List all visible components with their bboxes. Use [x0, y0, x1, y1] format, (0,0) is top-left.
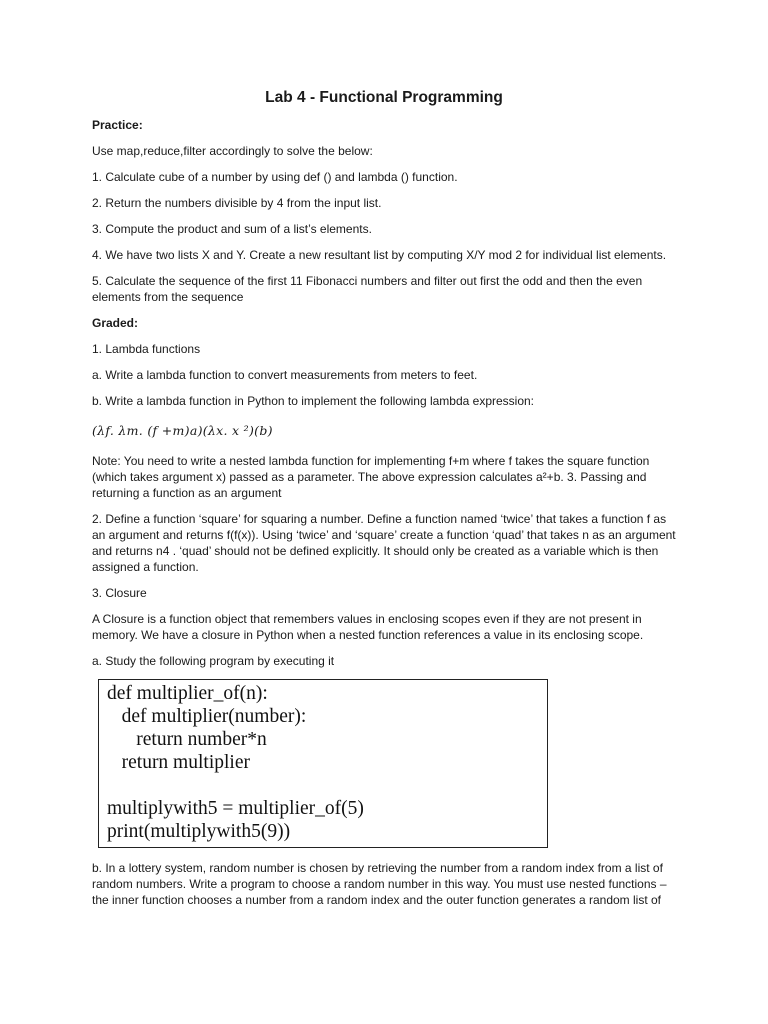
code-line: def multiplier(number):: [107, 706, 307, 727]
q3b-text: b. In a lottery system, random number is chosen by retrieving the number from a random index from a list of random numbers. Write a program to choose a random number in this way. You must use nested functions – the inner function chooses a number from a random index and the outer function generates a random list of: [92, 861, 667, 907]
q1a-text: a. Write a lambda function to convert measurements from meters to feet.: [92, 368, 478, 382]
practice-item: 3. Compute the product and sum of a list’s elements.: [92, 222, 372, 236]
lambda-expression: (λf. λm. (f +m)a)(λx. x ²)(b): [92, 423, 273, 438]
practice-item: 2. Return the numbers divisible by 4 from the input list.: [92, 196, 382, 210]
code-line: def multiplier_of(n):: [107, 683, 268, 704]
practice-item: 1. Calculate cube of a number by using def () and lambda () function.: [92, 170, 458, 184]
document-body: [92, 117, 682, 918]
practice-heading: Practice:: [92, 118, 143, 132]
note-text: Note: You need to write a nested lambda function for implementing f+m where f takes the square function (which takes argument x) passed as a parameter. The above expression calculates a²+b. 3. Passing and returning a function as an argument: [92, 454, 650, 500]
graded-heading: Graded:: [92, 316, 139, 330]
q2-text: 2. Define a function ‘square’ for squaring a number. Define a function named ‘twice’ that takes a function f as an argument and returns f(f(x)). Using ‘twice’ and ‘square’ create a function ‘quad’ that takes n as an argument and returns n4 . ‘quad’ should not be defined explicitly. It should only be created as a variable which is then assigned a function.: [92, 512, 676, 574]
code-line: return number*n: [107, 729, 267, 750]
practice-item: 4. We have two lists X and Y. Create a new resultant list by computing X/Y mod 2 for individual list elements.: [92, 248, 667, 262]
practice-item: 5. Calculate the sequence of the first 11 Fibonacci numbers and filter out first the odd and then the even elements from the sequence: [92, 274, 643, 304]
q3a-text: a. Study the following program by executing it: [92, 654, 335, 668]
q3-title: 3. Closure: [92, 586, 147, 600]
page-title: Lab 4 - Functional Programming: [265, 89, 503, 106]
code-line: return multiplier: [107, 752, 250, 773]
q1-title: 1. Lambda functions: [92, 342, 201, 356]
code-box: [98, 679, 548, 848]
practice-intro: Use map,reduce,filter accordingly to solve the below:: [92, 144, 373, 158]
code-blank-line: [107, 774, 547, 797]
q3-description: A Closure is a function object that remembers values in enclosing scopes even if they are not present in memory. We have a closure in Python when a nested function references a value in its enclosing scope.: [92, 612, 644, 642]
q1b-text: b. Write a lambda function in Python to implement the following lambda expression:: [92, 394, 535, 408]
code-line: multiplywith5 = multiplier_of(5): [107, 798, 364, 819]
code-line: print(multiplywith5(9)): [107, 821, 291, 842]
